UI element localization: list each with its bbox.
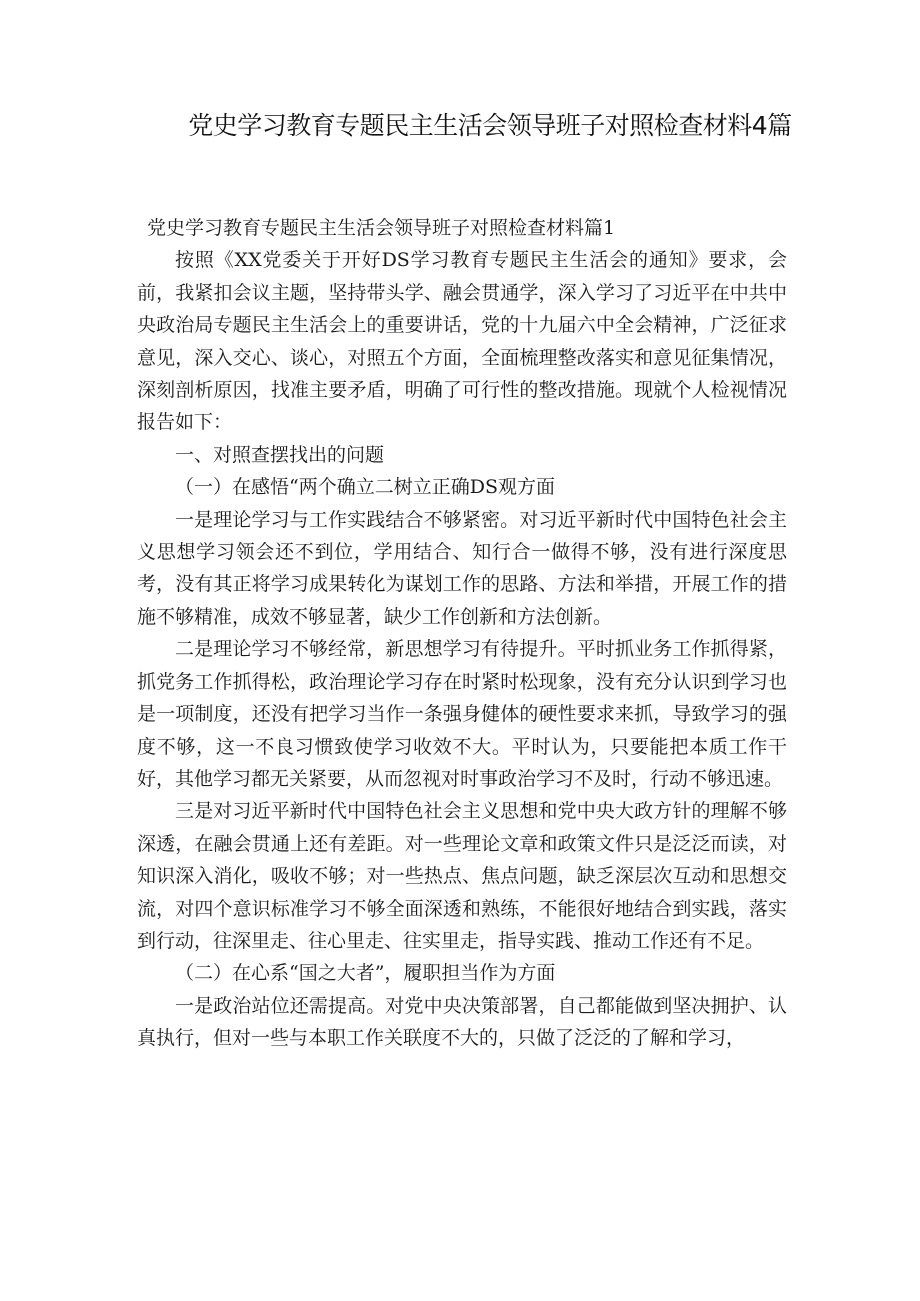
heading-level-2: （二）在心系“国之大者”，履职担当作为方面: [175, 962, 556, 985]
document-title: 党史学习教育专题民主生活会领导班子对照检查材料4篇: [188, 111, 792, 140]
paragraph-intro: 按照《XX党委关于开好DS学习教育专题民主生活会的通知》要求，会前，我紧扣会议主题，坚持带头学、融会贯通学，深入学习了习近平在中共中央政治局专题民主生活会上的重要讲话，党的十九届六中全会精神，广泛征求意见，深入交心、谈心，对照五个方面，全面梳理整改落实和意见征集情况，深刻剖析原因，找准主要矛盾，明确了可行性的整改措施。现就个人检视情况报告如下：: [137, 249, 787, 434]
paragraph-item: 一是政治站位还需提高。对党中央决策部署，自己都能做到坚决拥护、认真执行，但对一些与本职工作关联度不大的，只做了泛泛的了解和学习，: [137, 994, 787, 1050]
section-title: 党史学习教育专题民主生活会领导班子对照检查材料篇1: [147, 217, 616, 239]
document-body: [137, 212, 787, 1055]
paragraph-item: 二是理论学习不够经常，新思想学习有待提升。平时抓业务工作抓得紧，抓党务工作抓得松，政治理论学习存在时紧时松现象，没有充分认识到学习也是一项制度，还没有把学习当作一条强身健体的硬性要求来抓，导致学习的强度不够，这一不良习惯致使学习收效不大。平时认为，只要能把本质工作干好，其他学习都无关紧要，从而忽视对时事政治学习不及时，行动不够迅速。: [137, 638, 787, 790]
heading-level-2: （一）在感悟“两个确立二树立正确DS观方面: [175, 476, 555, 499]
paragraph-item: 一是理论学习与工作实践结合不够紧密。对习近平新时代中国特色社会主义思想学习领会还不到位，学用结合、知行合一做得不够，没有进行深度思考，没有其正将学习成果转化为谋划工作的思路、方法和举措，开展工作的措施不够精准，成效不够显著，缺少工作创新和方法创新。: [137, 508, 787, 628]
heading-level-1: 一、对照查摆找出的问题: [175, 443, 385, 466]
paragraph-item: 三是对习近平新时代中国特色社会主义思想和党中央大政方针的理解不够深透，在融会贯通上还有差距。对一些理论文章和政策文件只是泛泛而读，对知识深入消化，吸收不够；对一些热点、焦点问题，缺乏深层次互动和思想交流，对四个意识标准学习不够全面深透和熟练，不能很好地结合到实践，落实到行动，往深里走、往心里走、往实里走，指导实践、推动工作还有不足。: [137, 800, 787, 952]
